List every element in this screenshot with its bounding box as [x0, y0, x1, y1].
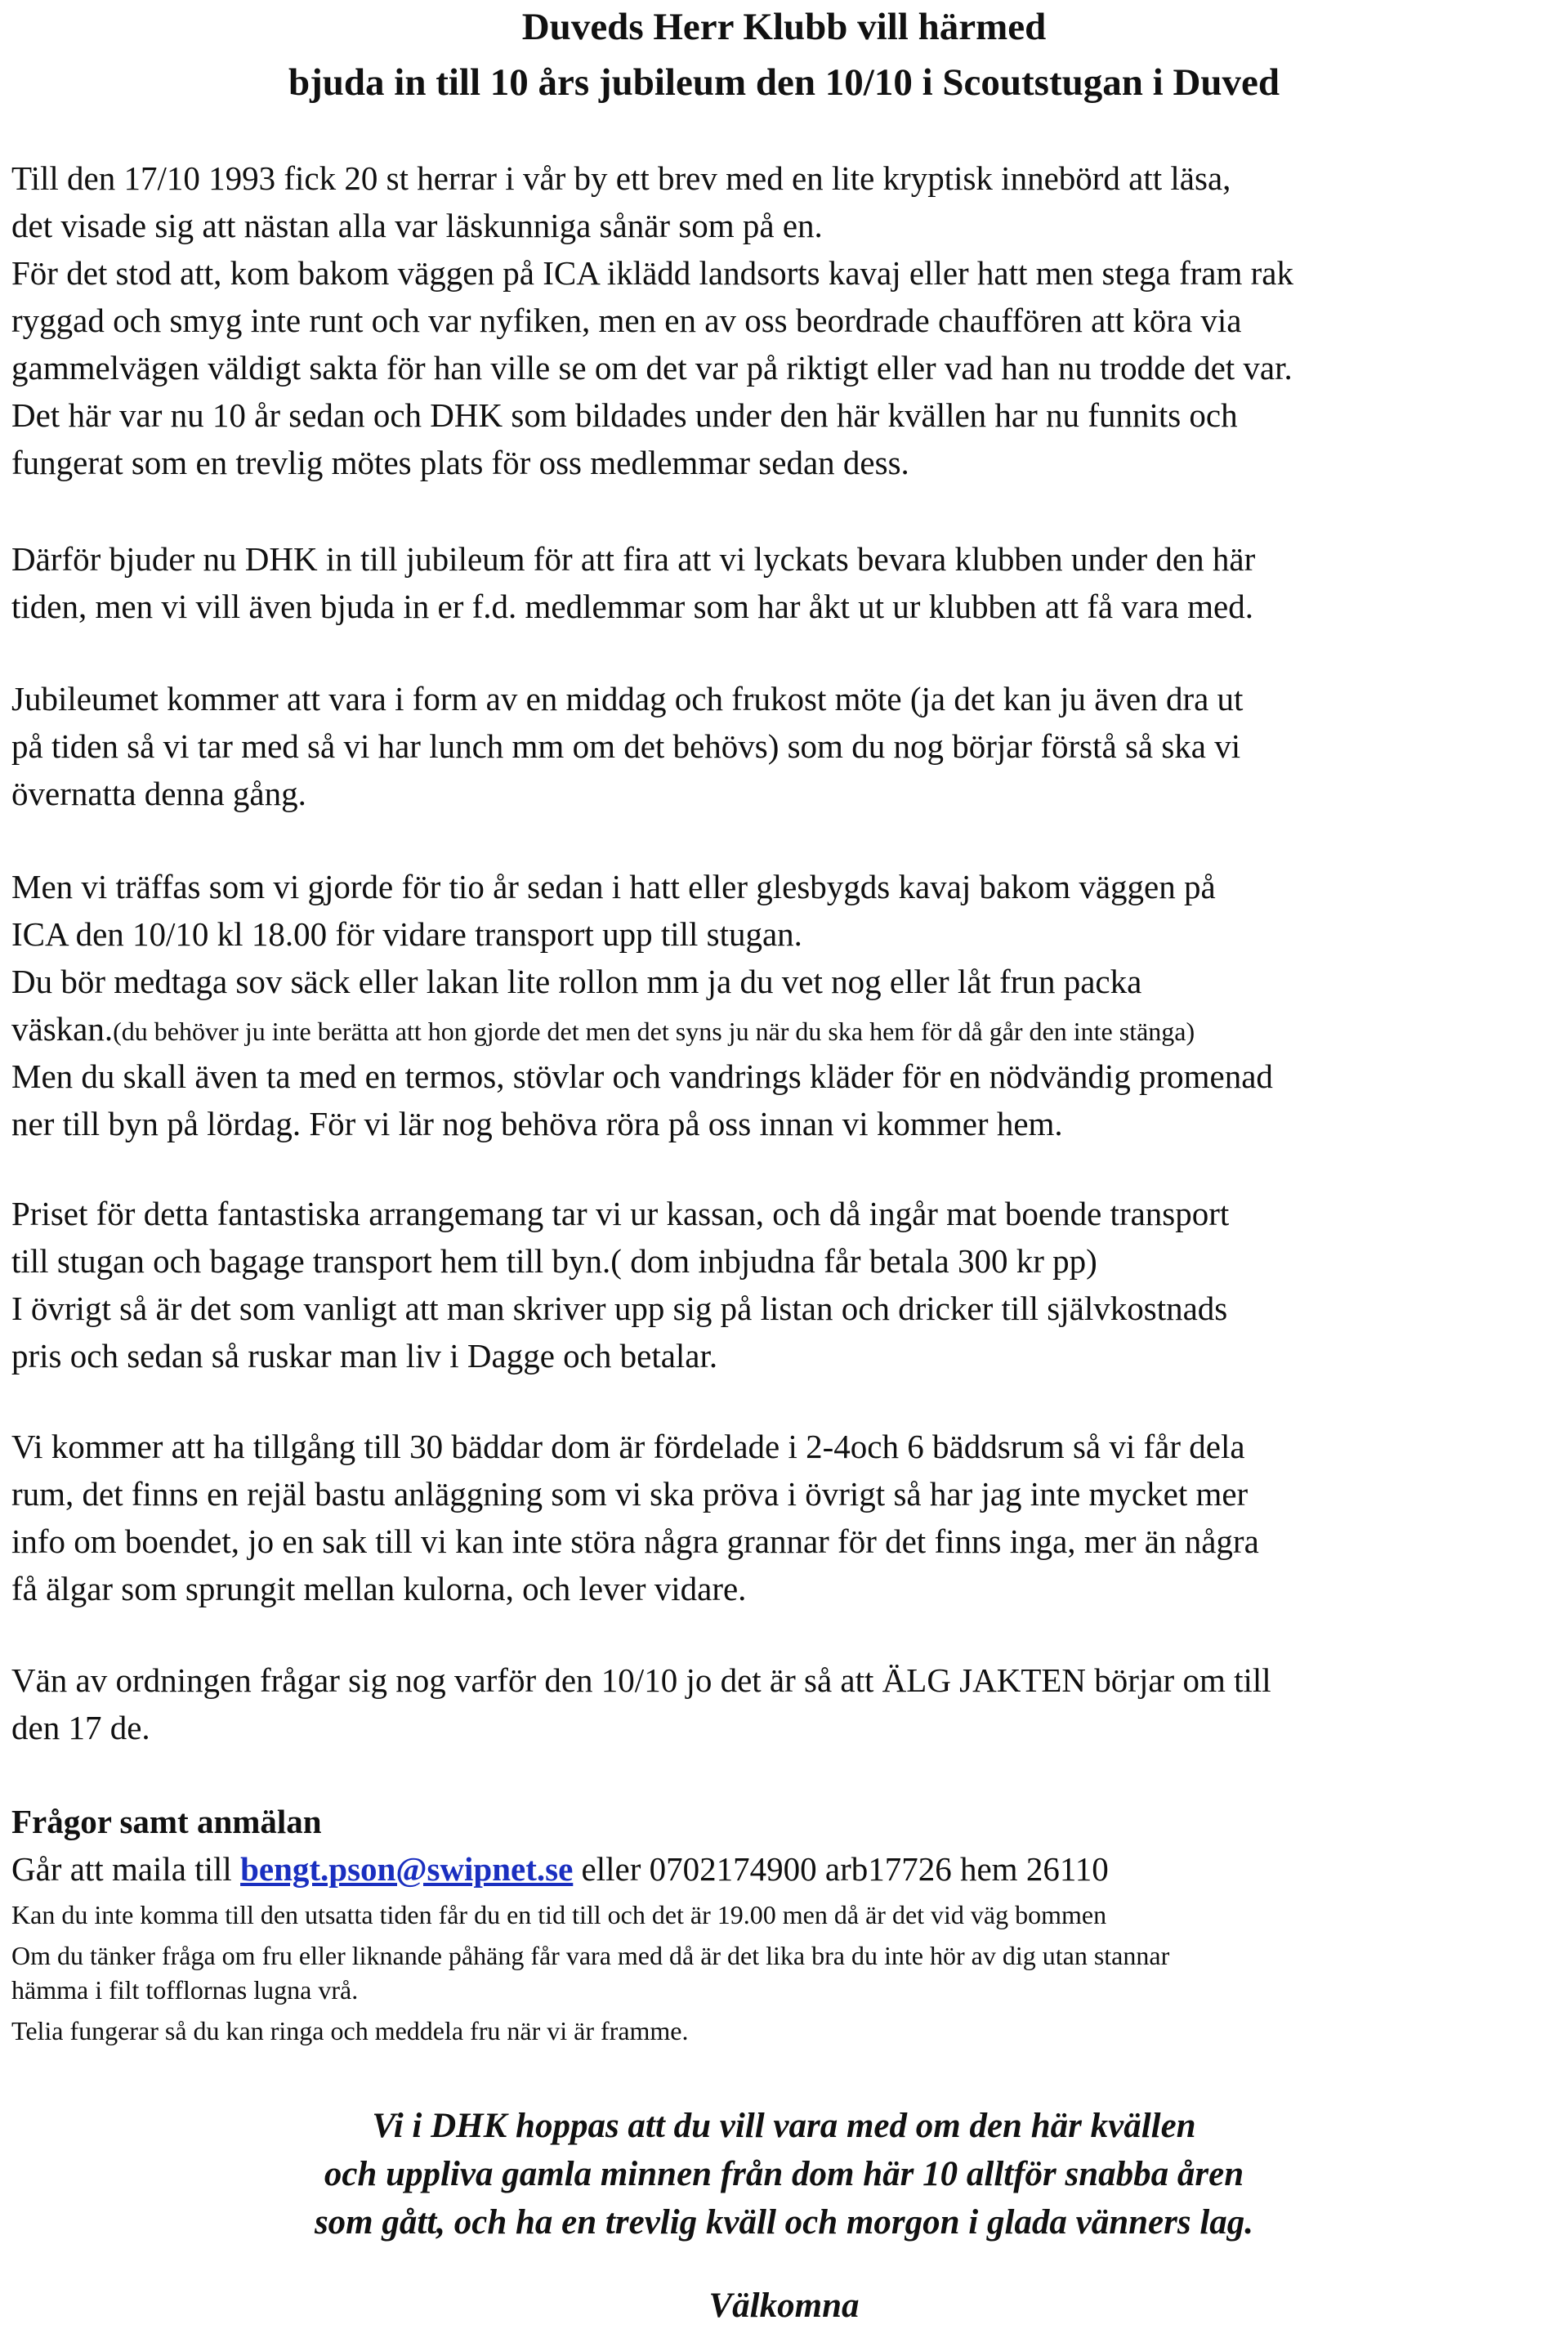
- text-line: på tiden så vi tar med så vi har lunch mm om det behövs) som du nog börjar förstå så ska vi: [11, 727, 1241, 765]
- text-line: Men du skall även ta med en termos, stövlar och vandrings kläder för en nödvändig promenad: [11, 1057, 1273, 1095]
- paragraph-date-reason: [11, 1656, 1556, 1751]
- text-line: ICA den 10/10 kl 18.00 för vidare transport upp till stugan.: [11, 915, 802, 953]
- text-line: ryggad och smyg inte runt och var nyfiken, men en av oss beordrade chauffören att köra via: [11, 302, 1242, 339]
- aside-note: (du behöver ju inte berätta att hon gjorde det men det syns ju när du ska hem för då går den inte stänga): [113, 1017, 1195, 1046]
- contact-prefix: Går att maila till: [11, 1850, 241, 1888]
- text-line-mixed: [11, 1005, 1556, 1053]
- text-line: övernatta denna gång.: [11, 775, 306, 812]
- note-line: hämma i filt tofflornas lugna vrå.: [11, 1975, 359, 2005]
- note-line: Om du tänker fråga om fru eller liknande påhäng får vara med då är det lika bra du inte hör av dig utan stannar: [11, 1941, 1170, 1970]
- text-line: Till den 17/10 1993 fick 20 st herrar i vår by ett brev med en lite kryptisk innebörd att läsa,: [11, 159, 1231, 197]
- text-line: fungerat som en trevlig mötes plats för oss medlemmar sedan dess.: [11, 444, 909, 481]
- text-line: Jubileumet kommer att vara i form av en middag och frukost möte (ja det kan ju även dra ut: [11, 680, 1244, 717]
- paragraph-meeting-details: [11, 863, 1556, 1147]
- paragraph-accommodation: [11, 1423, 1556, 1612]
- text-line: Därför bjuder nu DHK in till jubileum för att fira att vi lyckats bevara klubben under den här: [11, 540, 1256, 578]
- text-line: gammelvägen väldigt sakta för han ville se om det var på riktigt eller vad han nu trodde det var.: [11, 349, 1293, 387]
- paragraph-jubilee-format: [11, 675, 1556, 817]
- text-line: till stugan och bagage transport hem till byn.( dom inbjudna får betala 300 kr pp): [11, 1242, 1097, 1280]
- text-line: Men vi träffas som vi gjorde för tio år sedan i hatt eller glesbygds kavaj bakom väggen på: [11, 868, 1216, 905]
- text-line: Du bör medtaga sov säck eller lakan lite rollon mm ja du vet nog eller låt frun packa: [11, 963, 1142, 1000]
- closing-line-3: som gått, och ha en trevlig kväll och morgon i glada vänners lag.: [314, 2203, 1254, 2242]
- text-line: ner till byn på lördag. För vi lär nog behöva röra på oss innan vi kommer hem.: [11, 1105, 1063, 1142]
- paragraph-history: [11, 154, 1556, 486]
- text-line: info om boendet, jo en sak till vi kan inte störa några grannar för det finns inga, mer än några: [11, 1522, 1259, 1560]
- closing-line-1: Vi i DHK hoppas att du vill vara med om den här kvällen: [372, 2107, 1196, 2145]
- text-line: I övrigt så är det som vanligt att man skriver upp sig på listan och dricker till självkostnads: [11, 1290, 1228, 1327]
- text-line: Vän av ordningen frågar sig nog varför den 10/10 jo det är så att ÄLG JAKTEN börjar om till: [11, 1661, 1271, 1699]
- closing-signoff: Välkomna: [708, 2287, 860, 2325]
- text-line: tiden, men vi vill även bjuda in er f.d. medlemmar som har åkt ut ur klubben att få vara med.: [11, 588, 1253, 625]
- text-line: rum, det finns en rejäl bastu anläggning som vi ska pröva i övrigt så har jag inte mycket mer: [11, 1475, 1249, 1513]
- text-line: det visade sig att nästan alla var läskunniga sånär som på en.: [11, 207, 823, 244]
- text-fragment: väskan.: [11, 1010, 114, 1048]
- text-line: få älgar som sprungit mellan kulorna, och lever vidare.: [11, 1570, 747, 1607]
- contact-heading: Frågor samt anmälan: [11, 1803, 322, 1840]
- text-line: pris och sedan så ruskar man liv i Dagge och betalar.: [11, 1337, 718, 1375]
- contact-phone-numbers: eller 0702174900 arb17726 hem 26110: [573, 1850, 1109, 1888]
- text-line: För det stod att, kom bakom väggen på ICA iklädd landsorts kavaj eller hatt men stega fram rak: [11, 254, 1293, 292]
- letter-title-line-1: Duveds Herr Klubb vill härmed: [521, 6, 1047, 48]
- note-line: Telia fungerar så du kan ringa och meddela fru när vi är framme.: [11, 2016, 689, 2045]
- contact-notes: [11, 1894, 1169, 2051]
- closing-line-2: och uppliva gamla minnen från dom här 10 alltför snabba åren: [324, 2155, 1244, 2193]
- paragraph-price: [11, 1190, 1556, 1379]
- contact-line: [11, 1845, 1109, 1893]
- text-line: Vi kommer att ha tillgång till 30 bäddar dom är fördelade i 2-4och 6 bäddsrum så vi får dela: [11, 1428, 1245, 1465]
- text-line: Det här var nu 10 år sedan och DHK som bildades under den här kvällen har nu funnits och: [11, 396, 1238, 434]
- note-line: Kan du inte komma till den utsatta tiden får du en tid till och det är 19.00 men då är det vid väg bommen: [11, 1900, 1107, 1929]
- paragraph-invitation: [11, 535, 1556, 630]
- text-line: Priset för detta fantastiska arrangemang tar vi ur kassan, och då ingår mat boende transport: [11, 1195, 1230, 1232]
- text-line: den 17 de.: [11, 1709, 150, 1746]
- email-link[interactable]: bengt.pson@swipnet.se: [240, 1850, 574, 1888]
- letter-title-line-2: bjuda in till 10 års jubileum den 10/10 i Scoutstugan i Duved: [288, 61, 1280, 104]
